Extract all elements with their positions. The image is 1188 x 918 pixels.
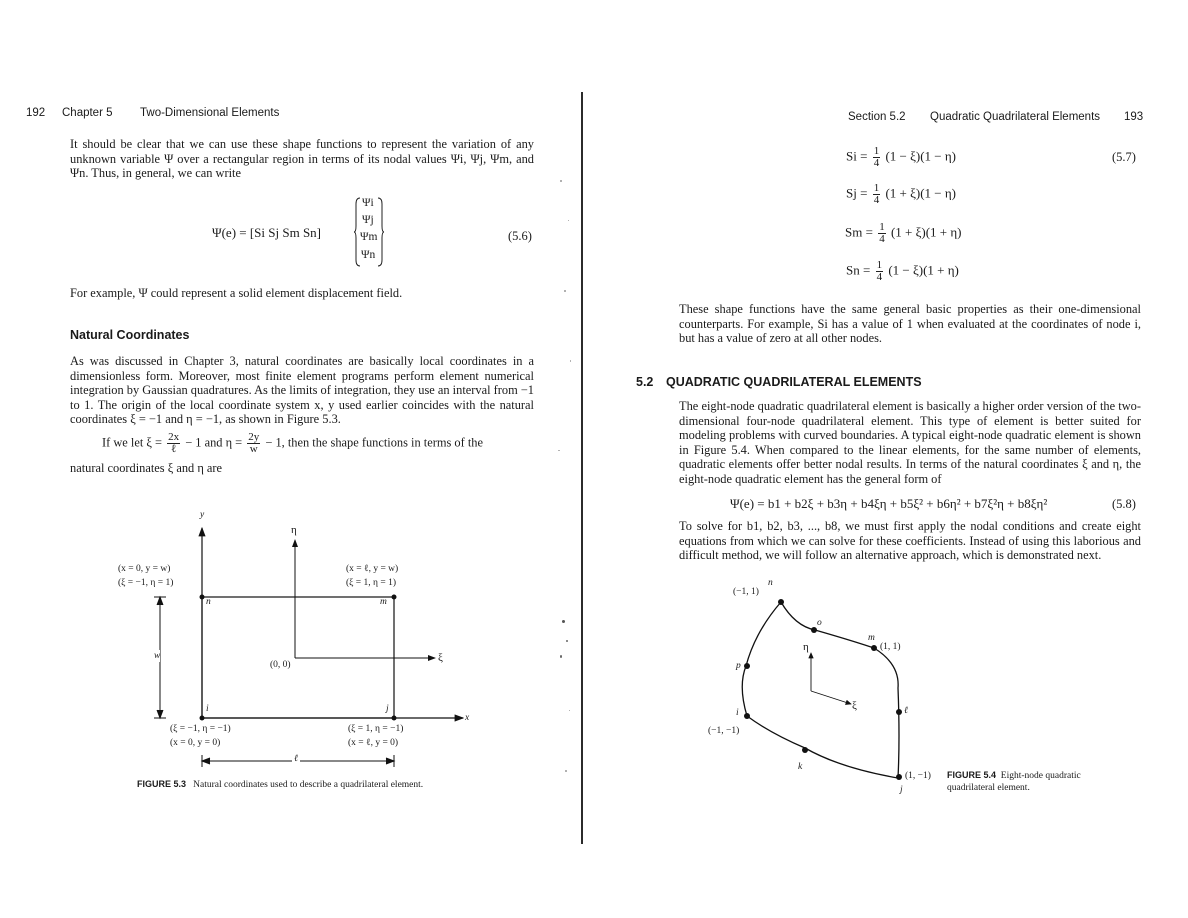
- label-x-axis: x: [465, 713, 470, 723]
- node-j-dot: [392, 716, 397, 721]
- label-origin: (0, 0): [270, 660, 291, 670]
- node-j-dot-q: [896, 774, 902, 780]
- paragraph-shape-functions: It should be clear that we can use these shape functions to represent the variation of any unknown variable Ψ over a rectangular region in terms of its nodal values Ψi, Ψj, Ψm, and Ψn. Thus, in general, we can write: [70, 137, 534, 181]
- equation-5-8: Ψ(e) = b1 + b2ξ + b3η + b4ξη + b5ξ² + b6η² + b7ξ²η + b8ξη²: [730, 496, 1048, 511]
- equation-5-7: [846, 138, 1146, 288]
- eq57-line-sn: Sn = $\frac{1}{4}$ (1 − ξ)(1 + η): [846, 259, 959, 283]
- vector-psi-n: Ψn: [361, 249, 376, 261]
- label-bottom-left-xy: (x = 0, y = 0): [170, 738, 221, 748]
- xi-axis-local: [811, 691, 851, 704]
- paragraph-let-xi-eta: [102, 432, 542, 455]
- label-i-node: i: [736, 708, 739, 718]
- label-bottom-right-xi-eta: (ξ = 1, η = −1): [348, 724, 404, 734]
- label-m-coord: (1, 1): [880, 642, 901, 652]
- node-k-dot: [802, 747, 808, 753]
- label-j-node: j: [900, 785, 903, 795]
- vector-psi-i: Ψi: [362, 197, 374, 209]
- heading-section-number: 5.2: [636, 375, 654, 389]
- node-m-dot: [392, 595, 397, 600]
- node-m-dot-q: [871, 645, 877, 651]
- fraction-2x-over-l: $\frac{2x}{\text{ℓ}}$: [168, 431, 180, 455]
- label-node-n: n: [206, 597, 211, 607]
- label-m-node: m: [868, 633, 875, 643]
- label-top-right-xi-eta: (ξ = 1, η = 1): [346, 578, 396, 588]
- label-bottom-left-xi-eta: (ξ = −1, η = −1): [170, 724, 231, 734]
- node-p-dot: [744, 663, 750, 669]
- label-i-coord: (−1, −1): [708, 726, 740, 736]
- label-top-left-xi-eta: (ξ = −1, η = 1): [118, 578, 174, 588]
- label-eta-local: η: [803, 641, 809, 653]
- left-page-number: 192: [26, 107, 46, 119]
- figure-5-3-caption-label: FIGURE 5.3: [137, 779, 187, 789]
- figure-5-4: [700, 578, 960, 800]
- equation-5-6-number: (5.6): [508, 229, 532, 243]
- figure-5-4-caption-label: FIGURE 5.4: [947, 770, 997, 780]
- label-top-left-xy: (x = 0, y = w): [118, 564, 171, 574]
- paragraph-solve-coefficients: To solve for b1, b2, b3, ..., b8, we must first apply the nodal conditions and create eight equations from which we can solve for these coefficients. Instead of using this laborious and difficult method, we will follow an alternative approach, which is demonstrated next.: [679, 519, 1141, 563]
- fraction-2y-over-w: $\frac{2y}{w}$: [248, 431, 260, 455]
- label-node-j: j: [386, 704, 389, 714]
- vector-psi-j: Ψj: [362, 214, 374, 226]
- figure-5-4-caption: [947, 769, 1081, 794]
- eq57-line-sj: Sj = $\frac{1}{4}$ (1 + ξ)(1 − η): [846, 182, 957, 206]
- label-node-i: i: [206, 704, 209, 714]
- right-page-number: 193: [1124, 111, 1144, 123]
- eq57-line-sm: Sm = $\frac{1}{4}$ (1 + ξ)(1 + η): [845, 221, 962, 245]
- label-l-node: ℓ: [904, 706, 908, 716]
- label-xi-local: ξ: [852, 700, 857, 712]
- label-dimension-w: w: [154, 651, 161, 661]
- label-n-coord: (−1, 1): [733, 587, 759, 597]
- paragraph-eight-node-element: The eight-node quadratic quadrilateral element is basically a higher order version of the two-dimensional four-node quadrilateral element. This type of element is better suited for modeling problems with curved boundaries. A typical eight-node quadratic element is shown in Figure 5.4. When compared to the linear elements, for the same number of elements, quadratic elements offer better nodal results. In terms of the natural coordinates ξ and η, the eight-node quadratic element has the general form of: [679, 399, 1141, 486]
- paragraph-natural-coordinates: As was discussed in Chapter 3, natural coordinates are basically local coordinates in a dimensionless form. Moreover, most finite element programs perform element numerical integration by Gaussian quadratures. As the limits of integration, they use an interval from −1 to 1. The origin of the local coordinate system x, y used earlier coincides with the natural coordinates ξ = −1 and η = −1, as shown in Figure 5.3.: [70, 354, 534, 427]
- equation-5-8-number: (5.8): [1112, 497, 1136, 511]
- label-o-node: o: [817, 618, 822, 628]
- left-running-title: Two-Dimensional Elements: [140, 107, 280, 119]
- equation-5-6-vector: [354, 196, 384, 268]
- label-top-right-xy: (x = ℓ, y = w): [346, 564, 399, 574]
- page-gutter-line: [581, 92, 583, 844]
- equation-5-6-lhs: Ψ(e) = [Si Sj Sm Sn]: [212, 225, 322, 240]
- paragraph-natural-coordinates-are: natural coordinates ξ and η are: [70, 461, 223, 475]
- label-node-m: m: [380, 597, 387, 607]
- label-n-node: n: [768, 578, 773, 588]
- label-xi-axis: ξ: [438, 652, 443, 664]
- node-n-dot-q: [778, 599, 784, 605]
- label-y-axis: y: [200, 510, 205, 520]
- vector-psi-m: Ψm: [360, 231, 378, 243]
- heading-quadratic-quadrilateral: QUADRATIC QUADRILATERAL ELEMENTS: [666, 375, 922, 389]
- label-j-coord: (1, −1): [905, 771, 931, 781]
- figure-5-4-drawing: [700, 578, 960, 800]
- figure-5-3-caption-text: Natural coordinates used to describe a quadrilateral element.: [193, 780, 424, 790]
- node-i-dot: [200, 716, 205, 721]
- figure-5-4-caption-line1: Eight-node quadratic: [1000, 771, 1081, 781]
- gutter-scan-noise: [550, 150, 580, 830]
- let-tail: − 1, then the shape functions in terms of the: [265, 435, 483, 450]
- label-dimension-l: ℓ: [294, 754, 298, 764]
- figure-5-3-caption: [137, 779, 423, 790]
- right-running-section: Section 5.2: [848, 111, 906, 123]
- equation-5-7-number: (5.7): [1112, 150, 1136, 164]
- node-i-dot-q: [744, 713, 750, 719]
- node-l-dot: [896, 709, 902, 715]
- let-lead: If we let ξ =: [102, 435, 162, 450]
- heading-natural-coordinates: Natural Coordinates: [70, 328, 190, 342]
- left-running-chapter: Chapter 5: [62, 107, 113, 119]
- node-n-dot: [200, 595, 205, 600]
- let-mid: − 1 and η =: [185, 435, 243, 450]
- label-bottom-right-xy: (x = ℓ, y = 0): [348, 738, 399, 748]
- element-boundary: [742, 602, 899, 778]
- paragraph-shape-function-properties: These shape functions have the same general basic properties as their one-dimensional counterparts. For example, Si has a value of 1 when evaluated at the coordinates of node i, but has a value of zero at all other nodes.: [679, 302, 1141, 346]
- right-running-title: Quadratic Quadrilateral Elements: [930, 111, 1101, 123]
- figure-5-3: [120, 508, 480, 778]
- paragraph-displacement-field: For example, Ψ could represent a solid element displacement field.: [70, 286, 403, 300]
- label-p-node: p: [736, 661, 741, 671]
- figure-5-4-caption-line2: quadrilateral element.: [947, 783, 1030, 793]
- eq57-line-si: Si = $\frac{1}{4}$ (1 − ξ)(1 − η): [846, 145, 957, 169]
- label-k-node: k: [798, 762, 803, 772]
- label-eta-axis: η: [291, 524, 297, 536]
